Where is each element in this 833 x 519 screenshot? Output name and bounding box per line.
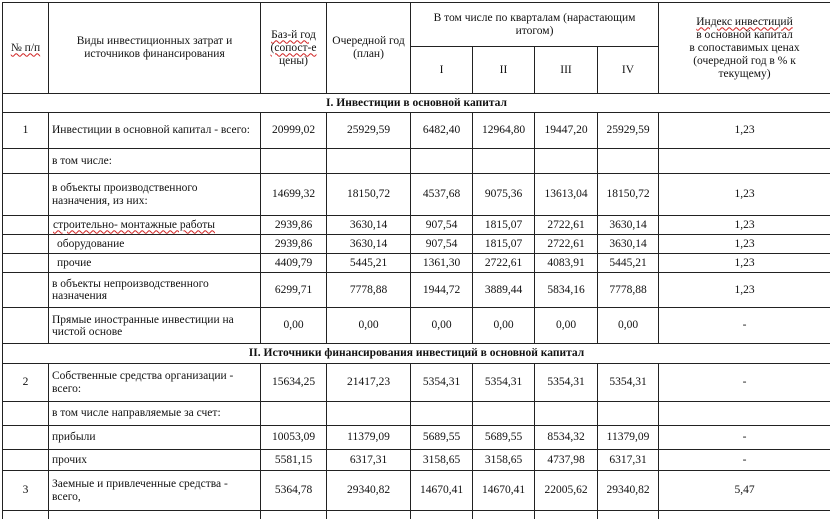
cell-base xyxy=(261,402,327,426)
cell-next xyxy=(327,149,411,174)
cell-q3: 22005,62 xyxy=(535,471,598,511)
cell-index: 1,23 xyxy=(659,235,831,254)
cell-base: 2939,86 xyxy=(261,216,327,235)
header-num xyxy=(3,3,49,94)
cell-empty xyxy=(327,511,411,519)
cell-empty xyxy=(598,511,659,519)
cell-q2: 2722,61 xyxy=(473,254,535,273)
cell-empty xyxy=(535,511,598,519)
header-index-line: текущему) xyxy=(718,67,771,80)
cell-num xyxy=(3,174,49,216)
cell-empty xyxy=(411,511,473,519)
cell-q4: 3630,14 xyxy=(598,216,659,235)
header-quarters-label: В том числе по кварталам (нарастающим итогом) xyxy=(433,11,636,37)
cell-q3 xyxy=(535,149,598,174)
cell-base: 14699,32 xyxy=(261,174,327,216)
cell-label: Собственные средства организации - всего: xyxy=(49,364,261,402)
cell-q1: 4537,68 xyxy=(411,174,473,216)
cell-empty xyxy=(3,511,49,519)
table-row xyxy=(3,174,831,216)
cell-q1: 14670,41 xyxy=(411,471,473,511)
cell-q2: 1815,07 xyxy=(473,235,535,254)
cell-q4: 7778,88 xyxy=(598,273,659,308)
table-row xyxy=(3,471,831,511)
header-num-label: № п/п xyxy=(10,41,41,54)
cell-q2: 5689,55 xyxy=(473,426,535,450)
cell-q1: 0,00 xyxy=(411,308,473,344)
cell-q1: 907,54 xyxy=(411,216,473,235)
cell-index: - xyxy=(659,426,831,450)
cell-q4: 0,00 xyxy=(598,308,659,344)
table-row xyxy=(3,450,831,471)
header-row xyxy=(3,3,831,47)
cell-label: в объекты производственного назначения, из них: xyxy=(49,174,261,216)
cell-next: 5445,21 xyxy=(327,254,411,273)
cell-q2: 12964,80 xyxy=(473,113,535,149)
cell-q2: 3158,65 xyxy=(473,450,535,471)
cell-num xyxy=(3,308,49,344)
cell-q3 xyxy=(535,402,598,426)
cell-base xyxy=(261,149,327,174)
cell-label: прочие xyxy=(49,254,261,273)
cell-index: 1,23 xyxy=(659,113,831,149)
cell-next xyxy=(327,402,411,426)
cell-num xyxy=(3,149,49,174)
header-index-line: Индекс инвестиций xyxy=(696,15,793,28)
section-row xyxy=(3,344,831,364)
header-base-year xyxy=(261,3,327,94)
cell-next: 3630,14 xyxy=(327,235,411,254)
cell-q3: 4737,98 xyxy=(535,450,598,471)
cell-index: 1,23 xyxy=(659,273,831,308)
cell-next: 29340,82 xyxy=(327,471,411,511)
cell-num xyxy=(3,235,49,254)
cell-index: - xyxy=(659,364,831,402)
cell-next: 11379,09 xyxy=(327,426,411,450)
section-row xyxy=(3,94,831,113)
cell-next: 21417,23 xyxy=(327,364,411,402)
cell-q2 xyxy=(473,149,535,174)
cell-q1: 6482,40 xyxy=(411,113,473,149)
header-index xyxy=(659,3,831,94)
header-quarter-2: II xyxy=(473,47,535,94)
cell-q1: 5354,31 xyxy=(411,364,473,402)
cell-base: 5364,78 xyxy=(261,471,327,511)
cell-label: Заемные и привлеченные средства - всего, xyxy=(49,471,261,511)
cell-index: 5,47 xyxy=(659,471,831,511)
cell-num xyxy=(3,426,49,450)
cell-next: 6317,31 xyxy=(327,450,411,471)
cell-empty xyxy=(49,511,261,519)
cell-index: - xyxy=(659,450,831,471)
cell-label: Прямые иностранные инвестиции на чистой основе xyxy=(49,308,261,344)
cell-q2: 14670,41 xyxy=(473,471,535,511)
cell-q2: 1815,07 xyxy=(473,216,535,235)
cell-base: 15634,25 xyxy=(261,364,327,402)
cell-q4: 11379,09 xyxy=(598,426,659,450)
cell-label: в том числе направляемые за счет: xyxy=(49,402,261,426)
table-row xyxy=(3,308,831,344)
cell-base: 5581,15 xyxy=(261,450,327,471)
cell-q1: 3158,65 xyxy=(411,450,473,471)
cell-q4: 18150,72 xyxy=(598,174,659,216)
table-row xyxy=(3,273,831,308)
cell-q4: 3630,14 xyxy=(598,235,659,254)
cell-q3: 8534,32 xyxy=(535,426,598,450)
header-quarter-3: III xyxy=(535,47,598,94)
cell-q4: 6317,31 xyxy=(598,450,659,471)
header-base-year-line: (сопост-е xyxy=(270,41,317,54)
cell-num xyxy=(3,216,49,235)
cell-num: 2 xyxy=(3,364,49,402)
table-row-partial xyxy=(3,511,831,519)
header-index-line: в основной капитал xyxy=(696,28,793,41)
cell-q2: 3889,44 xyxy=(473,273,535,308)
cell-q4: 29340,82 xyxy=(598,471,659,511)
header-base-year-line: цены) xyxy=(279,54,308,67)
cell-base: 20999,02 xyxy=(261,113,327,149)
cell-base: 0,00 xyxy=(261,308,327,344)
cell-q4 xyxy=(598,402,659,426)
cell-q1: 1361,30 xyxy=(411,254,473,273)
header-next-year-label: Очередной год (план) xyxy=(332,35,405,60)
cell-num xyxy=(3,402,49,426)
cell-num: 3 xyxy=(3,471,49,511)
cell-q3: 5834,16 xyxy=(535,273,598,308)
cell-next: 7778,88 xyxy=(327,273,411,308)
cell-index: 1,23 xyxy=(659,254,831,273)
cell-base: 6299,71 xyxy=(261,273,327,308)
table-row xyxy=(3,216,831,235)
table-row xyxy=(3,364,831,402)
cell-num xyxy=(3,273,49,308)
table-row xyxy=(3,149,831,174)
cell-q3: 19447,20 xyxy=(535,113,598,149)
cell-q1: 5689,55 xyxy=(411,426,473,450)
cell-index: 1,23 xyxy=(659,216,831,235)
cell-q2: 9075,36 xyxy=(473,174,535,216)
cell-index: - xyxy=(659,308,831,344)
cell-label: прибыли xyxy=(49,426,261,450)
cell-base: 2939,86 xyxy=(261,235,327,254)
cell-q4: 5445,21 xyxy=(598,254,659,273)
cell-q4: 25929,59 xyxy=(598,113,659,149)
cell-label-text: строительно- монтажные работы xyxy=(53,218,215,231)
table-row xyxy=(3,113,831,149)
cell-q2 xyxy=(473,402,535,426)
table-row xyxy=(3,426,831,450)
cell-q3: 4083,91 xyxy=(535,254,598,273)
cell-q1 xyxy=(411,149,473,174)
cell-q4 xyxy=(598,149,659,174)
cell-next: 0,00 xyxy=(327,308,411,344)
header-base-year-line: Баз-й год xyxy=(271,28,316,41)
cell-label: Инвестиции в основной капитал - всего: xyxy=(49,113,261,149)
table-row xyxy=(3,235,831,254)
cell-q3: 0,00 xyxy=(535,308,598,344)
cell-q4: 5354,31 xyxy=(598,364,659,402)
document-page xyxy=(2,2,830,519)
cell-next: 25929,59 xyxy=(327,113,411,149)
section-2-title: II. Источники финансирования инвестиций в основной капитал xyxy=(3,344,831,364)
cell-q3: 2722,61 xyxy=(535,216,598,235)
cell-empty xyxy=(473,511,535,519)
cell-index xyxy=(659,402,831,426)
cell-label: в том числе: xyxy=(49,149,261,174)
header-index-line: в сопоставимых ценах xyxy=(689,41,800,54)
cell-base: 4409,79 xyxy=(261,254,327,273)
header-quarters xyxy=(411,3,659,47)
cell-base: 10053,09 xyxy=(261,426,327,450)
header-quarter-4: IV xyxy=(598,47,659,94)
cell-q3: 5354,31 xyxy=(535,364,598,402)
table-row xyxy=(3,254,831,273)
cell-next: 18150,72 xyxy=(327,174,411,216)
cell-index xyxy=(659,149,831,174)
header-type xyxy=(49,3,261,94)
cell-q2: 0,00 xyxy=(473,308,535,344)
cell-q1: 907,54 xyxy=(411,235,473,254)
section-1-title: I. Инвестиции в основной капитал xyxy=(3,94,831,113)
cell-q3: 2722,61 xyxy=(535,235,598,254)
header-next-year xyxy=(327,3,411,94)
header-quarter-1: I xyxy=(411,47,473,94)
cell-label: прочих xyxy=(49,450,261,471)
header-index-line: (очередной год в % к xyxy=(693,54,796,67)
cell-num xyxy=(3,254,49,273)
cell-index: 1,23 xyxy=(659,174,831,216)
cell-q2: 5354,31 xyxy=(473,364,535,402)
cell-label xyxy=(49,216,261,235)
table-row xyxy=(3,402,831,426)
header-type-label: Виды инвестиционных затрат и источников финансирования xyxy=(76,35,233,60)
cell-q3: 13613,04 xyxy=(535,174,598,216)
investment-table xyxy=(2,2,830,519)
cell-q1: 1944,72 xyxy=(411,273,473,308)
cell-empty xyxy=(261,511,327,519)
cell-q1 xyxy=(411,402,473,426)
cell-label: в объекты непроизводственного назначения xyxy=(49,273,261,308)
cell-empty xyxy=(659,511,831,519)
cell-next: 3630,14 xyxy=(327,216,411,235)
cell-label: оборудование xyxy=(49,235,261,254)
cell-num xyxy=(3,450,49,471)
cell-num: 1 xyxy=(3,113,49,149)
